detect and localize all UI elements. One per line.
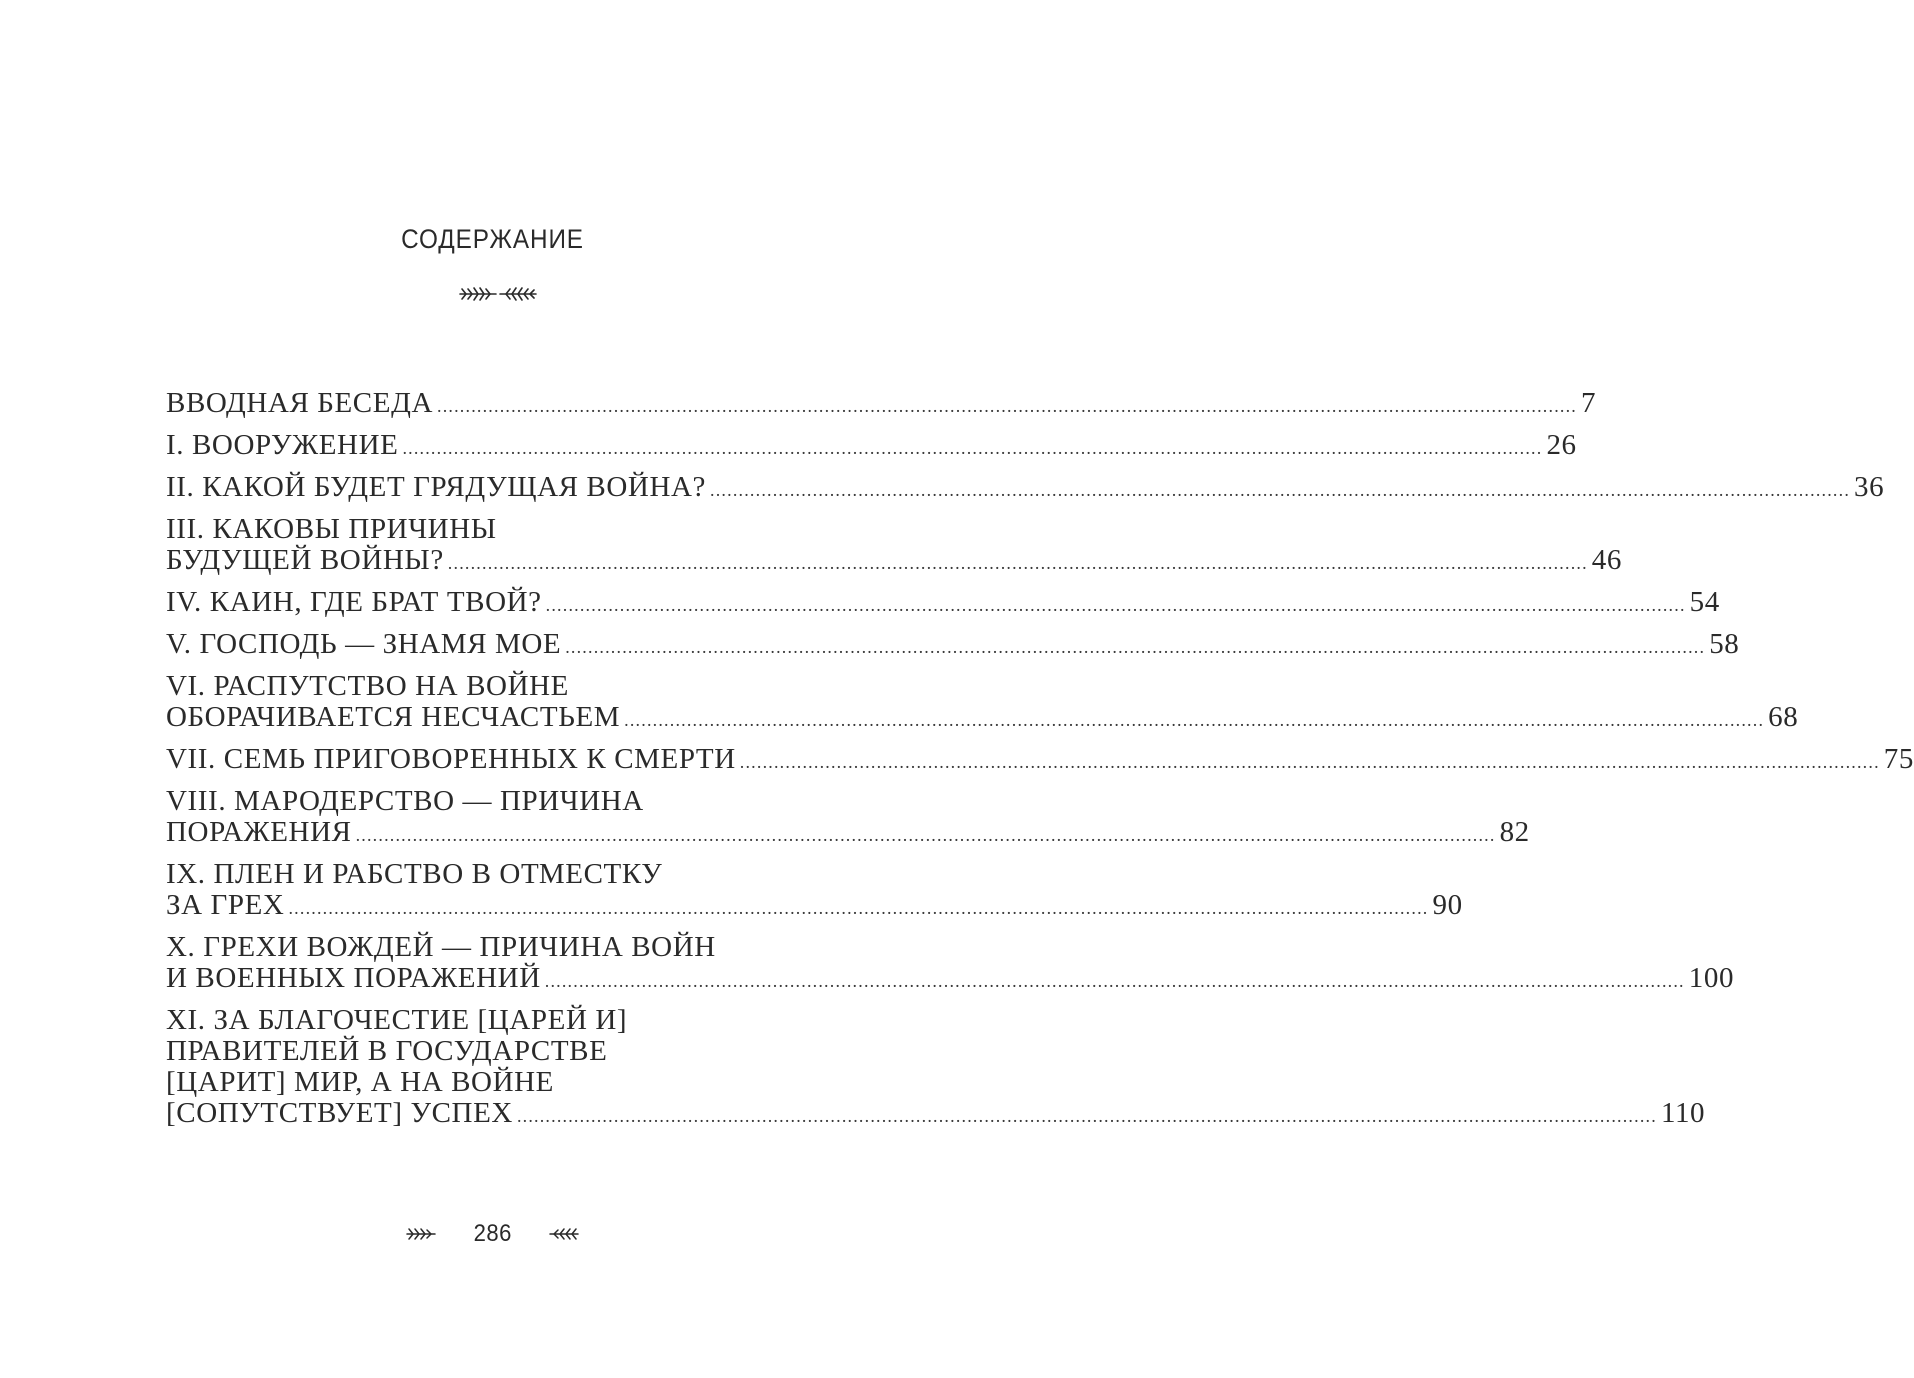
dot-leader: ........................................................................................................................................................................................................	[355, 825, 1496, 845]
toc-entry-line	[166, 889, 1463, 924]
toc-entry-title: [СОПУТСТВУЕТ] УСПЕХ	[166, 1097, 513, 1129]
toc-entry	[166, 471, 1885, 506]
toc-entry-title: БУДУЩЕЙ ВОЙНЫ?	[166, 544, 444, 576]
toc-entry-line	[166, 859, 829, 890]
toc-entry-title: И ВОЕННЫХ ПОРАЖЕНИЙ	[166, 962, 541, 994]
toc-entry	[166, 387, 1597, 422]
toc-entry-line	[166, 628, 1740, 663]
toc-entry-page: 90	[1432, 889, 1463, 921]
toc-entry-title: IX. ПЛЕН И РАБСТВО В ОТМЕСТКУ	[166, 858, 663, 890]
toc-entry	[166, 628, 1740, 663]
toc-entry-page: 82	[1499, 816, 1530, 848]
dot-leader: ........................................................................................................................................................................................................	[288, 898, 1429, 918]
toc-entry-title: I. ВООРУЖЕНИЕ	[166, 429, 399, 461]
dot-leader: ........................................................................................................................................................................................................	[447, 553, 1588, 573]
toc-entry	[166, 785, 1530, 851]
toc-entry-page: 54	[1689, 586, 1720, 618]
toc-entry-title: ПРАВИТЕЛЕЙ В ГОСУДАРСТВЕ	[166, 1035, 608, 1067]
toc-entry-line	[166, 743, 1914, 778]
toc-entry-title: ПОРАЖЕНИЯ	[166, 816, 352, 848]
toc-entry-line	[166, 471, 1885, 506]
dot-leader: ........................................................................................................................................................................................................	[710, 480, 1851, 500]
sprig-left-icon	[549, 1226, 579, 1242]
dot-leader: ........................................................................................................................................................................................................	[402, 438, 1543, 458]
toc-entry-line	[166, 514, 829, 545]
toc-entry-title: IV. КАИН, ГДЕ БРАТ ТВОЙ?	[166, 586, 542, 618]
toc-entry-title: V. ГОСПОДЬ — ЗНАМЯ МОЕ	[166, 628, 562, 660]
dot-leader: ........................................................................................................................................................................................................	[516, 1106, 1657, 1126]
dot-leader: ........................................................................................................................................................................................................	[545, 595, 1686, 615]
toc-entry-line	[166, 1005, 829, 1036]
toc-entry-line	[166, 962, 1735, 997]
toc-entry-title: ОБОРАЧИВАЕТСЯ НЕСЧАСТЬЕМ	[166, 701, 621, 733]
page-footer	[0, 1220, 985, 1248]
toc-entry	[166, 931, 1735, 997]
toc-entry-page: 58	[1709, 628, 1740, 660]
toc-entry-line	[166, 1067, 829, 1098]
toc-entry	[166, 429, 1577, 464]
toc-entry	[166, 513, 1622, 579]
toc-entry-line	[166, 786, 829, 817]
toc-entry	[166, 1004, 1706, 1132]
toc-entry	[166, 670, 1799, 736]
fern-sprig-ornament-icon	[458, 284, 538, 304]
toc-entry-title: ЗА ГРЕХ	[166, 889, 285, 921]
toc-entry-title: ВВОДНАЯ БЕСЕДА	[166, 387, 433, 419]
toc-entry-line	[166, 429, 1577, 464]
toc-entry-page: 26	[1546, 429, 1577, 461]
page-number: 286	[473, 1220, 512, 1247]
toc-entry	[166, 586, 1720, 621]
dot-leader: ........................................................................................................................................................................................................	[437, 396, 1577, 416]
dot-leader: ........................................................................................................................................................................................................	[544, 971, 1685, 991]
toc-entry-page: 68	[1768, 701, 1799, 733]
toc-entry-page: 75	[1883, 743, 1914, 775]
toc-entry-line	[166, 1036, 829, 1067]
toc-entry-line	[166, 1097, 1706, 1132]
toc-entry-title: VIII. МАРОДЕРСТВО — ПРИЧИНА	[166, 785, 644, 817]
toc-entry-line	[166, 544, 1622, 579]
dot-leader: ........................................................................................................................................................................................................	[565, 637, 1706, 657]
page-title: СОДЕРЖАНИЕ	[401, 224, 584, 254]
toc-entry-page: 46	[1591, 544, 1622, 576]
toc-entry-line	[166, 387, 1597, 422]
toc-entry-title: VI. РАСПУТСТВО НА ВОЙНЕ	[166, 670, 569, 702]
toc-entry-title: II. КАКОЙ БУДЕТ ГРЯДУЩАЯ ВОЙНА?	[166, 471, 707, 503]
table-of-contents	[166, 387, 1914, 1140]
toc-entry-line	[166, 586, 1720, 621]
dot-leader: ........................................................................................................................................................................................................	[739, 752, 1880, 772]
toc-entry-page: 7	[1581, 387, 1597, 419]
toc-entry-title: XI. ЗА БЛАГОЧЕСТИЕ [ЦАРЕЙ И]	[166, 1004, 628, 1036]
dot-leader: ........................................................................................................................................................................................................	[624, 710, 1765, 730]
toc-entry	[166, 743, 1914, 778]
toc-entry-title: [ЦАРИТ] МИР, А НА ВОЙНЕ	[166, 1066, 554, 1098]
toc-entry-page: 36	[1854, 471, 1885, 503]
toc-entry-page: 100	[1688, 962, 1735, 994]
toc-entry-line	[166, 816, 1530, 851]
toc-entry-title: VII. СЕМЬ ПРИГОВОРЕННЫХ К СМЕРТИ	[166, 743, 736, 775]
toc-entry-line	[166, 932, 829, 963]
toc-entry-title: X. ГРЕХИ ВОЖДЕЙ — ПРИЧИНА ВОЙН	[166, 931, 716, 963]
toc-entry	[166, 858, 1463, 924]
sprig-right-icon	[406, 1226, 436, 1242]
toc-entry-line	[166, 671, 829, 702]
toc-entry-title: III. КАКОВЫ ПРИЧИНЫ	[166, 513, 497, 545]
toc-entry-page: 110	[1660, 1097, 1706, 1129]
toc-entry-line	[166, 701, 1799, 736]
